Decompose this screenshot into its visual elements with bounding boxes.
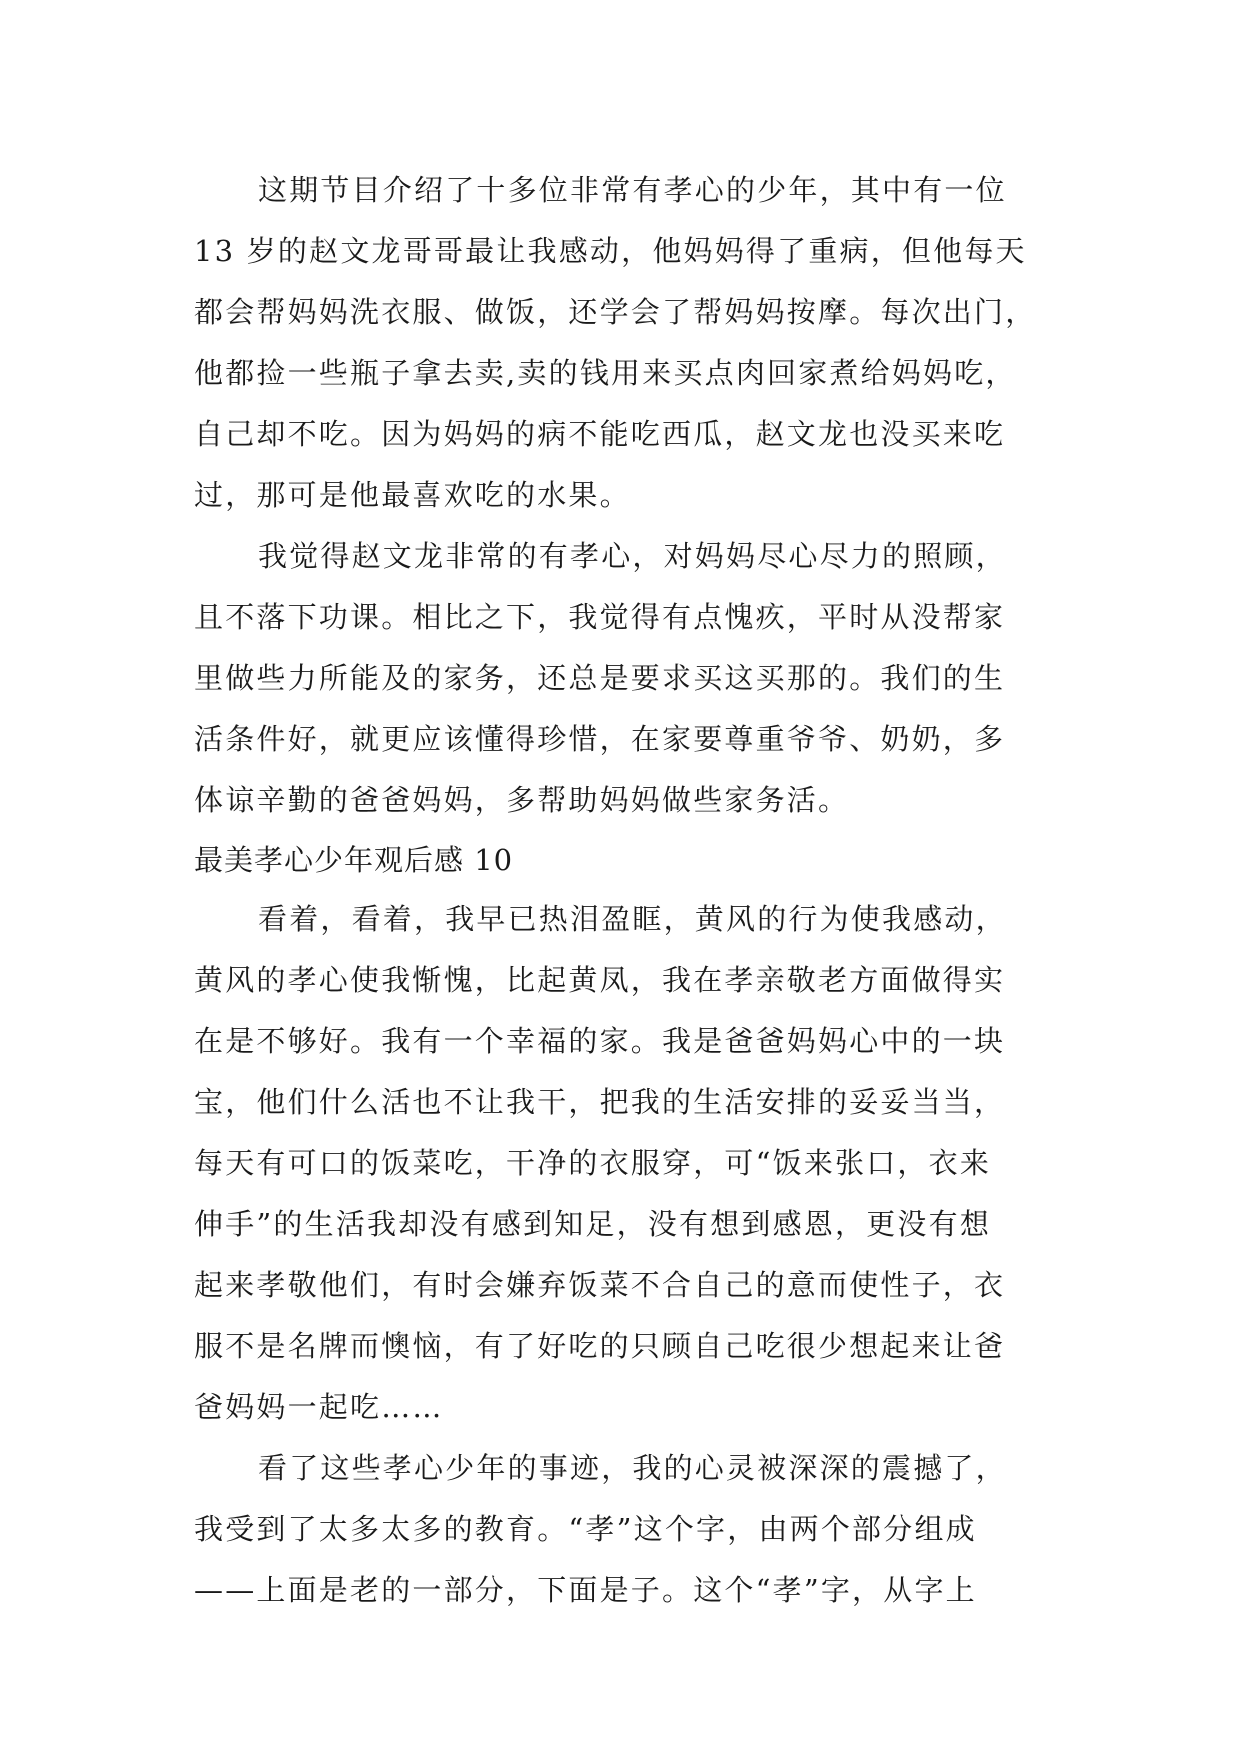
paragraph-line: 且不落下功课。相比之下，我觉得有点愧疚，平时从没帮家 — [194, 600, 1006, 634]
paragraph-line: 这期节目介绍了十多位非常有孝心的少年，其中有一位 — [258, 173, 1007, 207]
paragraph-line: 每天有可口的饭菜吃，干净的衣服穿，可“饭来张口，衣来 — [194, 1146, 992, 1180]
paragraph-line: 体谅辛勤的爸爸妈妈，多帮助妈妈做些家务活。 — [194, 783, 850, 817]
paragraph-line: 起来孝敬他们，有时会嫌弃饭菜不合自己的意而使性子，衣 — [194, 1268, 1006, 1302]
paragraph-line: ——上面是老的一部分，下面是子。这个“孝”字，从字上 — [194, 1573, 977, 1607]
document-body — [194, 160, 1074, 1621]
paragraph-line: 13 岁的赵文龙哥哥最让我感动，他妈妈得了重病，但他每天 — [194, 234, 1027, 268]
paragraph-2 — [194, 526, 1074, 831]
paragraph-line: 宝，他们什么活也不让我干，把我的生活安排的妥妥当当， — [194, 1085, 1006, 1119]
paragraph-3 — [194, 889, 1074, 1438]
paragraph-4 — [194, 1438, 1074, 1621]
paragraph-line: 我觉得赵文龙非常的有孝心，对妈妈尽心尽力的照顾， — [258, 539, 1007, 573]
paragraph-line: 服不是名牌而懊恼，有了好吃的只顾自己吃很少想起来让爸 — [194, 1329, 1006, 1363]
paragraph-line: 过，那可是他最喜欢吃的水果。 — [194, 478, 631, 512]
paragraph-line: 黄风的孝心使我惭愧，比起黄凤，我在孝亲敬老方面做得实 — [194, 963, 1006, 997]
paragraph-line: 里做些力所能及的家务，还总是要求买这买那的。我们的生 — [194, 661, 1006, 695]
paragraph-line: 都会帮妈妈洗衣服、做饭，还学会了帮妈妈按摩。每次出门， — [194, 295, 1037, 329]
paragraph-line: 他都捡一些瓶子拿去卖,卖的钱用来买点肉回家煮给妈妈吃， — [194, 356, 1017, 390]
paragraph-line: 在是不够好。我有一个幸福的家。我是爸爸妈妈心中的一块 — [194, 1024, 1006, 1058]
paragraph-line: 活条件好，就更应该懂得珍惜，在家要尊重爷爷、奶奶，多 — [194, 722, 1006, 756]
paragraph-line: 爸妈妈一起吃…… — [194, 1390, 444, 1424]
paragraph-1 — [194, 160, 1074, 526]
paragraph-line: 看着，看着，我早已热泪盈眶，黄风的行为使我感动， — [258, 902, 1007, 936]
paragraph-line: 看了这些孝心少年的事迹，我的心灵被深深的震撼了， — [258, 1451, 1007, 1485]
section-heading: 最美孝心少年观后感 10 — [194, 843, 514, 877]
paragraph-line: 我受到了太多太多的教育。“孝”这个字，由两个部分组成 — [194, 1512, 977, 1546]
paragraph-line: 自己却不吃。因为妈妈的病不能吃西瓜，赵文龙也没买来吃 — [194, 417, 1006, 451]
paragraph-line: 伸手”的生活我却没有感到知足，没有想到感恩，更没有想 — [194, 1207, 992, 1241]
